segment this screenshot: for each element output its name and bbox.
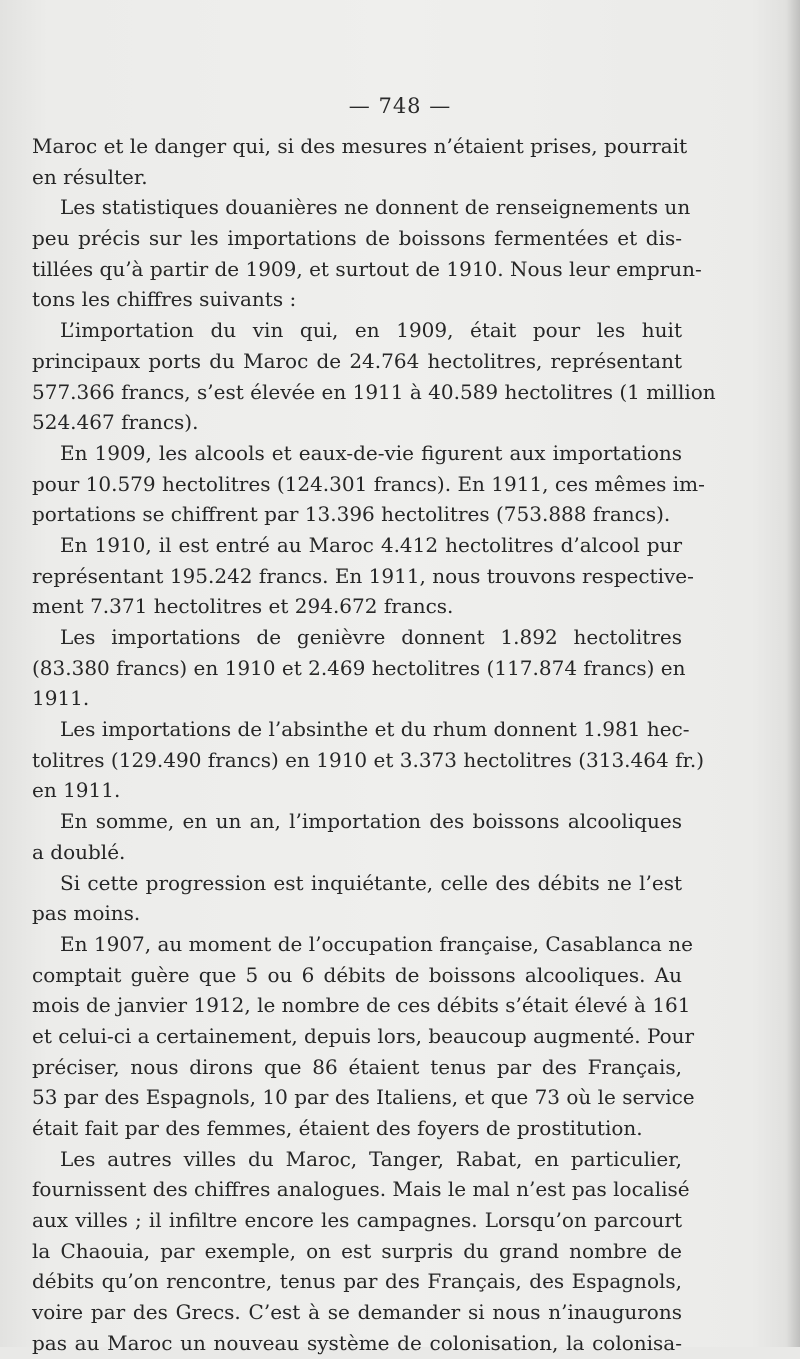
text-line: Les statistiques douanières ne donnent de renseignements un (60, 195, 691, 220)
text-line: débits qu’on rencontre, tenus par des Français, des Espagnols, (32, 1269, 682, 1294)
text-line: a doublé. (32, 839, 126, 864)
text-line: mois de janvier 1912, le nombre de ces débits s’était élevé à 161 (32, 993, 691, 1018)
text-line: tons les chiffres suivants : (32, 287, 297, 312)
text-line: tolitres (129.490 francs) en 1910 et 3.373 hectolitres (313.464 fr.) (32, 747, 704, 772)
text-line: En somme, en un an, l’importation des boissons alcooliques (60, 809, 682, 834)
text-line: ment 7.371 hectolitres et 294.672 francs. (32, 594, 454, 619)
text-line: Les importations de l’absinthe et du rhum donnent 1.981 hec- (60, 717, 690, 742)
text-line: En 1909, les alcools et eaux-de-vie figurent aux importations (60, 440, 682, 465)
text-line: Maroc et le danger qui, si des mesures n’étaient prises, pourrait (32, 134, 688, 158)
text-line: pas au Maroc un nouveau système de colonisation, la colonisa- (32, 1330, 682, 1355)
text-line: Si cette progression est inquiétante, celle des débits ne l’est (60, 870, 682, 895)
page-number: — 748 — (348, 94, 452, 118)
text-line: représentant 195.242 francs. En 1911, nous trouvons respective- (32, 563, 694, 588)
text-line: en 1911. (32, 778, 121, 803)
text-line: portations se chiffrent par 13.396 hectolitres (753.888 francs). (32, 502, 671, 527)
text-line: 577.366 francs, s’est élevée en 1911 à 40.589 hectolitres (1 million (32, 379, 716, 404)
text-line: principaux ports du Maroc de 24.764 hectolitres, représentant (32, 348, 682, 373)
text-line: En 1907, au moment de l’occupation française, Casablanca ne (60, 931, 693, 956)
text-line: peu précis sur les importations de boissons fermentées et dis- (32, 226, 682, 251)
body-text (32, 131, 716, 1359)
text-line: En 1910, il est entré au Maroc 4.412 hectolitres d’alcool pur (60, 532, 682, 557)
text-line: L’importation du vin qui, en 1909, était pour les huit (60, 318, 682, 343)
text-line: 53 par des Espagnols, 10 par des Italiens, et que 73 où le service (32, 1085, 695, 1110)
text-line: aux villes ; il infiltre encore les campagnes. Lorsqu’on parcourt (32, 1208, 682, 1233)
text-line: pour 10.579 hectolitres (124.301 francs). En 1911, ces mêmes im- (32, 471, 705, 496)
text-line: 524.467 francs). (32, 410, 199, 435)
text-line: était fait par des femmes, étaient des foyers de prostitution. (32, 1116, 643, 1140)
text-line: fournissent des chiffres analogues. Mais le mal n’est pas localisé (32, 1177, 690, 1202)
text-line: voire par des Grecs. C’est à se demander si nous n’inaugurons (32, 1300, 682, 1325)
text-line: préciser, nous dirons que 86 étaient tenus par des Français, (32, 1054, 682, 1079)
text-line: comptait guère que 5 ou 6 débits de boissons alcooliques. Au (32, 962, 682, 987)
text-line: 1911. (32, 686, 90, 711)
text-line: et celui-ci a certainement, depuis lors, beaucoup augmenté. Pour (32, 1023, 695, 1048)
text-line: Les autres villes du Maroc, Tanger, Rabat, en particulier, (60, 1146, 682, 1171)
text-line: (83.380 francs) en 1910 et 2.469 hectolitres (117.874 francs) en (32, 655, 686, 680)
text-line: pas moins. (32, 901, 141, 926)
text-line: la Chaouia, par exemple, on est surpris du grand nombre de (32, 1238, 682, 1263)
text-line: tillées qu’à partir de 1909, et surtout de 1910. Nous leur emprun- (32, 256, 702, 281)
page-spine-shadow (786, 0, 800, 1347)
text-line: en résulter. (32, 164, 148, 189)
text-line: Les importations de genièvre donnent 1.892 hectolitres (60, 625, 682, 649)
